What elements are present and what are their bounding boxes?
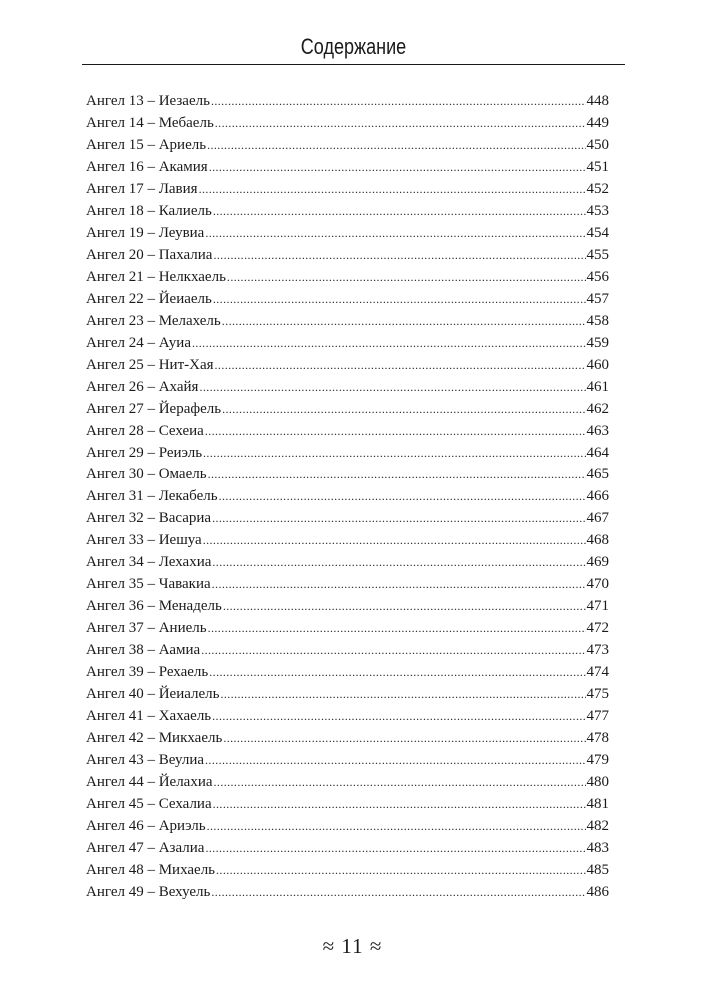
toc-entry: [86, 596, 609, 618]
toc-entry: [86, 289, 609, 311]
toc-entry-title: Ангел 33 – Иешуа: [86, 532, 202, 549]
toc-entry: [86, 530, 609, 552]
toc-entry: [86, 508, 609, 530]
dot-leader: [215, 113, 586, 135]
toc-entry-page: 483: [586, 839, 609, 856]
toc-entry: [86, 91, 609, 113]
toc-entry: [86, 772, 609, 794]
toc-entry: [86, 816, 609, 838]
toc-entry-title: Ангел 43 – Веулиа: [86, 752, 205, 769]
dot-leader: [213, 201, 586, 223]
toc-entry-page: 465: [586, 466, 609, 483]
toc-entry: [86, 179, 609, 201]
toc-entry-title: Ангел 48 – Михаель: [86, 861, 216, 878]
toc-entry-page: 477: [586, 708, 609, 725]
dot-leader: [215, 355, 586, 377]
toc-entry: [86, 684, 609, 706]
toc-entry-page: 458: [586, 312, 609, 329]
dot-leader: [208, 618, 586, 640]
toc-entry: [86, 311, 609, 333]
toc-entry-title: Ангел 46 – Ариэль: [86, 817, 206, 834]
toc-entry-title: Ангел 17 – Лавия: [86, 180, 198, 197]
toc-entry: [86, 552, 609, 574]
toc-entry-page: 481: [586, 796, 609, 812]
toc-entry: [86, 882, 609, 904]
dot-leader: [213, 794, 586, 816]
toc-entry: [86, 399, 609, 421]
toc-entry-page: 460: [586, 356, 609, 373]
toc-entry-title: Ангел 37 – Аниель: [86, 620, 207, 637]
toc-entry-page: 480: [586, 774, 609, 791]
toc-entry-page: 450: [586, 136, 609, 153]
toc-entry-page: 459: [586, 334, 609, 351]
dot-leader: [199, 377, 585, 399]
dot-leader: [222, 399, 585, 421]
toc-entry-page: 482: [586, 817, 609, 834]
dot-leader: [205, 838, 585, 860]
toc-entry: [86, 640, 609, 662]
toc-entry-title: Ангел 24 – Ауиа: [86, 334, 191, 351]
dot-leader: [203, 443, 585, 465]
dot-leader: [212, 508, 585, 530]
toc-entry-title: Ангел 21 – Нелкхаель: [86, 268, 226, 285]
toc-entry: [86, 223, 609, 245]
toc-entry-page: 471: [586, 598, 609, 615]
dot-leader: [227, 267, 586, 289]
toc-entry-title: Ангел 35 – Чавакиа: [86, 576, 211, 593]
dot-leader: [192, 333, 586, 355]
toc-entry-page: 461: [586, 378, 609, 395]
toc-entry: [86, 706, 609, 728]
toc-entry-page: 454: [586, 224, 609, 241]
dot-leader: [211, 91, 586, 113]
dot-leader: [212, 552, 585, 574]
dot-leader: [222, 311, 586, 333]
toc-entry-title: Ангел 34 – Лехахиа: [86, 554, 212, 571]
toc-entry-page: 456: [586, 268, 609, 285]
toc-entry: [86, 333, 609, 355]
toc-entry-title: Ангел 19 – Леувиа: [86, 224, 205, 241]
toc-entry-title: Ангел 45 – Сехалиа: [86, 796, 212, 812]
toc-entry-title: Ангел 38 – Аамиа: [86, 642, 201, 659]
toc-entry: [86, 267, 609, 289]
toc-entry-title: Ангел 40 – Йеиалель: [86, 686, 220, 703]
dot-leader: [220, 684, 585, 706]
dot-leader: [223, 596, 586, 618]
dot-leader: [213, 245, 585, 267]
toc-entry-title: Ангел 44 – Йелахиа: [86, 774, 213, 791]
toc-entry-title: Ангел 16 – Акамия: [86, 158, 208, 175]
toc-entry: [86, 443, 609, 465]
toc-entry-title: Ангел 29 – Реиэль: [86, 444, 203, 461]
toc-entry-title: Ангел 25 – Нит-Хая: [86, 356, 214, 373]
dot-leader: [205, 750, 585, 772]
toc-entry: [86, 860, 609, 882]
toc-entry-page: 452: [586, 180, 609, 197]
dot-leader: [212, 706, 585, 728]
toc-entry-title: Ангел 41 – Хахаель: [86, 708, 212, 725]
page-number: ≈ 11 ≈: [322, 934, 383, 958]
dot-leader: [213, 289, 586, 311]
toc-entry-page: 457: [586, 290, 609, 307]
toc-entry-page: 478: [586, 730, 609, 747]
dot-leader: [211, 882, 585, 904]
toc-entry-page: 464: [586, 444, 609, 461]
toc-entry: [86, 113, 609, 135]
toc-entry-page: 449: [586, 114, 609, 131]
dot-leader: [209, 157, 586, 179]
toc-entry: [86, 794, 609, 816]
toc-entry-title: Ангел 20 – Пахалиа: [86, 246, 213, 263]
dot-leader: [201, 640, 585, 662]
toc-entry-page: 468: [586, 532, 609, 549]
toc-entry-page: 462: [586, 400, 609, 417]
dot-leader: [207, 135, 585, 157]
toc-entry-title: Ангел 27 – Йерафель: [86, 400, 222, 417]
toc-entry: [86, 245, 609, 267]
toc-entry: [86, 618, 609, 640]
dot-leader: [207, 816, 586, 838]
toc-entry: [86, 574, 609, 596]
toc-entry-title: Ангел 39 – Рехаель: [86, 664, 209, 681]
toc-entry: [86, 464, 609, 486]
dot-leader: [214, 772, 586, 794]
toc-entry: [86, 838, 609, 860]
toc-entry: [86, 355, 609, 377]
toc-entry-page: 473: [586, 642, 609, 659]
toc-entry-title: Ангел 31 – Лекабель: [86, 488, 218, 505]
toc-entry: [86, 135, 609, 157]
toc-entry-page: 479: [586, 752, 609, 769]
toc-entry: [86, 486, 609, 508]
toc-entry-page: 448: [586, 93, 609, 109]
toc-entry-page: 470: [586, 576, 609, 593]
toc-entry: [86, 662, 609, 684]
toc-entry: [86, 728, 609, 750]
toc-entry-page: 474: [586, 664, 609, 681]
toc-entry-page: 453: [586, 202, 609, 219]
toc-entry-title: Ангел 32 – Васариа: [86, 510, 212, 527]
running-header: [82, 30, 625, 65]
toc-entry-title: Ангел 18 – Калиель: [86, 202, 212, 219]
dot-leader: [199, 179, 586, 201]
toc-entry-page: 463: [586, 422, 609, 439]
page-title: Содержание: [300, 34, 407, 59]
toc-entry: [86, 377, 609, 399]
dot-leader: [203, 530, 586, 552]
toc-entry-title: Ангел 13 – Иезаель: [86, 93, 210, 109]
toc-entry-page: 467: [586, 510, 609, 527]
toc-entry-title: Ангел 49 – Вехуель: [86, 883, 211, 900]
toc-entry-title: Ангел 14 – Мебаель: [86, 114, 214, 131]
toc-entry: [86, 201, 609, 223]
dot-leader: [205, 223, 585, 245]
dot-leader: [212, 574, 586, 596]
table-of-contents: [86, 91, 609, 904]
toc-entry-title: Ангел 23 – Мелахель: [86, 312, 221, 329]
dot-leader: [223, 728, 585, 750]
toc-entry-title: Ангел 22 – Йеиаель: [86, 290, 212, 307]
dot-leader: [205, 421, 586, 443]
toc-entry-page: 466: [586, 488, 609, 505]
toc-entry-title: Ангел 30 – Омаель: [86, 466, 207, 483]
toc-entry-page: 455: [586, 246, 609, 263]
toc-entry-title: Ангел 26 – Ахайя: [86, 378, 199, 395]
toc-entry-page: 451: [586, 158, 609, 175]
dot-leader: [219, 486, 586, 508]
toc-entry-page: 475: [586, 686, 609, 703]
toc-entry-page: 486: [586, 883, 609, 900]
dot-leader: [209, 662, 585, 684]
toc-entry: [86, 750, 609, 772]
toc-entry-title: Ангел 15 – Ариель: [86, 136, 207, 153]
toc-entry: [86, 421, 609, 443]
toc-entry-title: Ангел 28 – Сехеиа: [86, 422, 204, 439]
dot-leader: [216, 860, 585, 882]
toc-entry: [86, 157, 609, 179]
dot-leader: [208, 464, 586, 486]
toc-entry-page: 472: [586, 620, 609, 637]
toc-entry-page: 485: [586, 861, 609, 878]
toc-entry-title: Ангел 36 – Менадель: [86, 598, 222, 615]
toc-entry-title: Ангел 47 – Азалиа: [86, 839, 205, 856]
toc-entry-page: 469: [586, 554, 609, 571]
toc-entry-title: Ангел 42 – Микхаель: [86, 730, 223, 747]
